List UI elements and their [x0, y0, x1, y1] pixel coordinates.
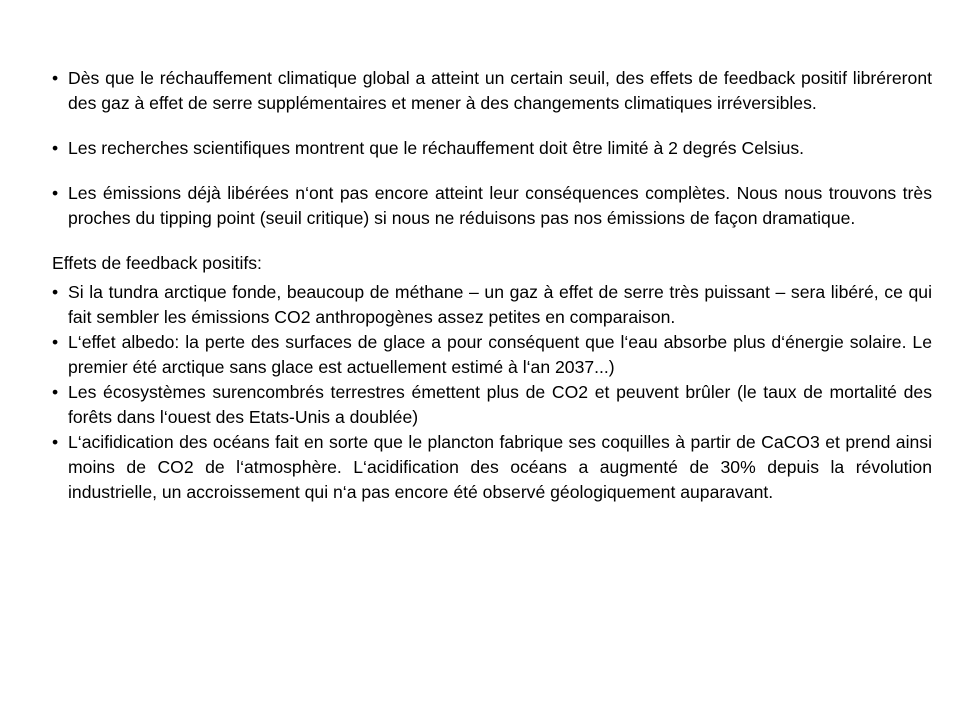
bullet-marker: • [52, 138, 59, 158]
bullet-text: Les recherches scientifiques montrent que le réchauffement doit être limité à 2 degrés Celsius. [68, 138, 805, 158]
feedback-bullet-albedo [52, 330, 932, 380]
bullet-marker: • [52, 432, 59, 452]
feedback-bullet-tundra [52, 280, 932, 330]
intro-bullet-tipping-point [52, 181, 932, 231]
feedback-bullet-ecosystems [52, 380, 932, 430]
feedback-bullet-acidification [52, 430, 932, 505]
bullet-marker: • [52, 332, 59, 352]
spacer [52, 116, 932, 136]
bullet-marker: • [52, 382, 59, 402]
bullet-text: L‘acifidication des océans fait en sorte que le plancton fabrique ses coquilles à partir de CaCO3 et prend ainsi moins de CO2 de l‘atmosphère. L‘acidification des océans a augmenté de 30% depuis la révolution industrielle, un accroissement qui n‘a pas encore été observé géologiquement auparavant. [68, 432, 932, 502]
intro-bullet-threshold [52, 66, 932, 116]
bullet-text: L‘effet albedo: la perte des surfaces de glace a pour conséquent que l‘eau absorbe plus d‘énergie solaire. Le premier été arctique sans glace est actuellement estimé à l‘an 2037...) [68, 332, 932, 377]
bullet-text: Les émissions déjà libérées n‘ont pas encore atteint leur conséquences complètes. Nous nous trouvons très proches du tipping point (seuil critique) si nous ne réduisons pas nos émissions de façon dramatique. [68, 183, 932, 228]
spacer [52, 161, 932, 181]
bullet-text: Dès que le réchauffement climatique global a atteint un certain seuil, des effets de feedback positif libréreront des gaz à effet de serre supplémentaires et mener à des changements climatiques irréversibles. [68, 68, 932, 113]
bullet-marker: • [52, 68, 59, 88]
feedback-heading: Effets de feedback positifs: [52, 253, 262, 273]
spacer [52, 231, 932, 251]
bullet-text: Si la tundra arctique fonde, beaucoup de méthane – un gaz à effet de serre très puissant – sera libéré, ce qui fait sembler les émissions CO2 anthropogènes assez petites en comparaison. [68, 282, 932, 327]
slide-content [52, 66, 932, 505]
bullet-text: Les écosystèmes surencombrés terrestres émettent plus de CO2 et peuvent brûler (le taux de mortalité des forêts dans l‘ouest des Etats-Unis a doublée) [68, 382, 932, 427]
bullet-marker: • [52, 183, 59, 203]
intro-bullet-two-degrees [52, 136, 932, 161]
bullet-marker: • [52, 282, 59, 302]
